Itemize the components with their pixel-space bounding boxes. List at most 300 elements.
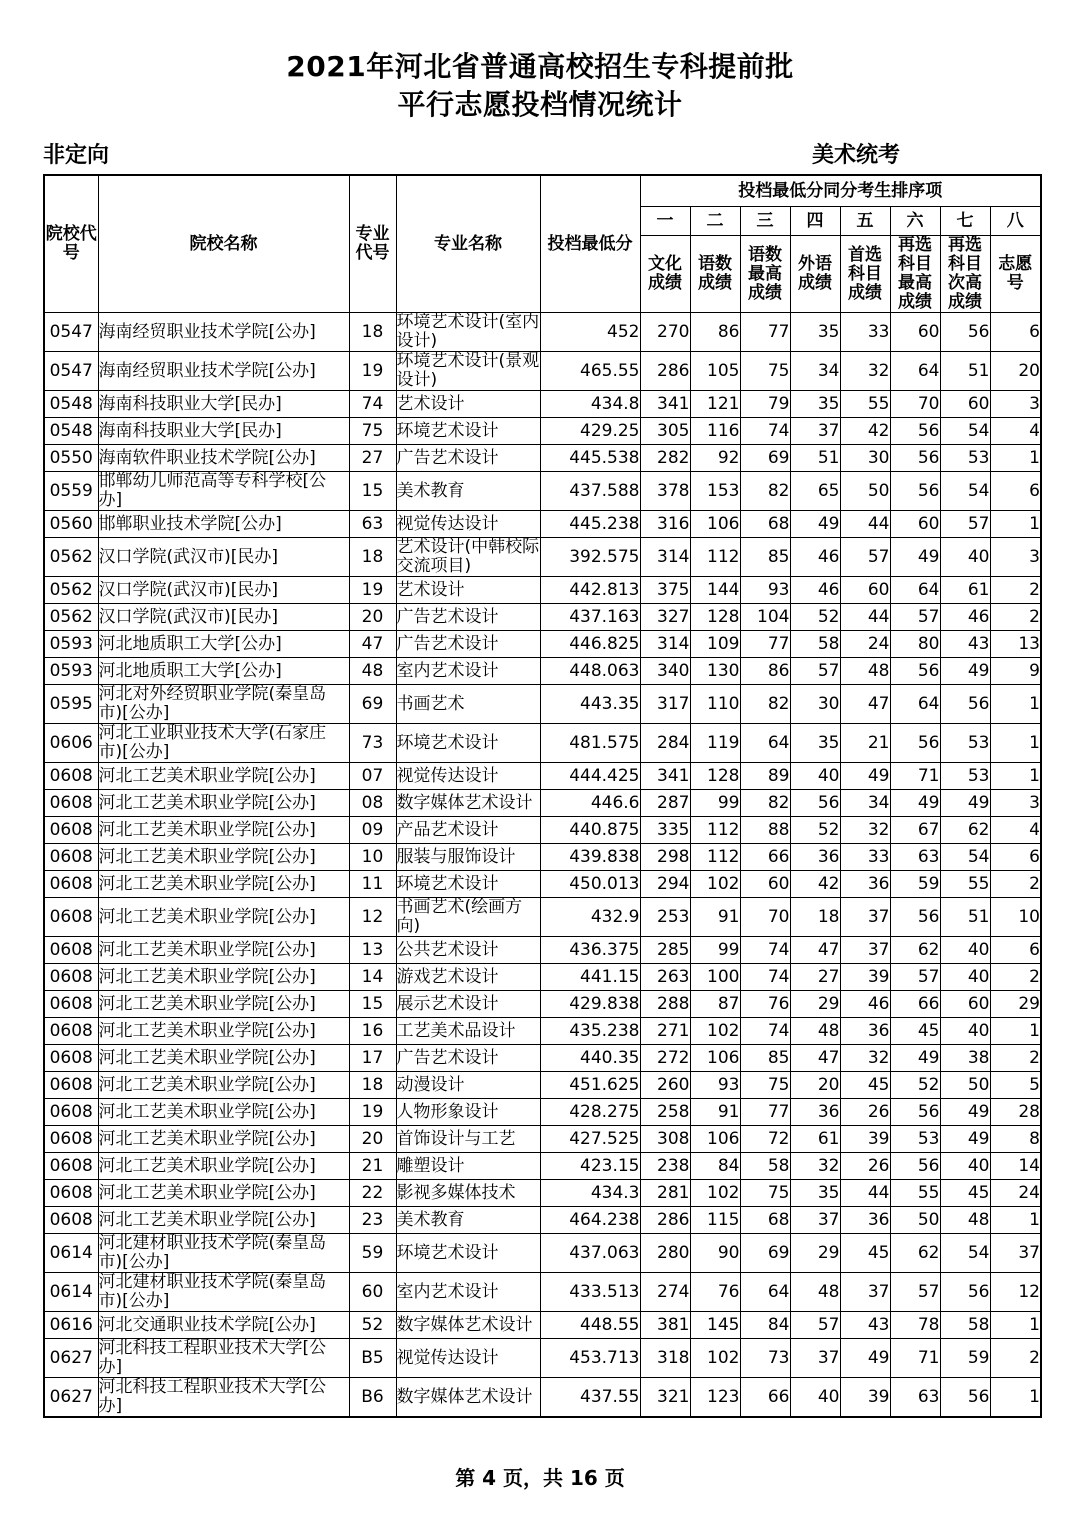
cell-min-score: 448.063 bbox=[540, 658, 640, 685]
header-school-code: 院校代号 bbox=[44, 175, 98, 313]
table-body bbox=[44, 313, 1041, 1418]
cell-major-name: 广告艺术设计 bbox=[396, 631, 540, 658]
cell-min-score: 429.25 bbox=[540, 418, 640, 445]
cell-major-code: 17 bbox=[349, 1045, 396, 1072]
cell-rank-8: 1 bbox=[990, 511, 1041, 538]
header-foreign-language-score: 外语成绩 bbox=[790, 236, 840, 313]
cell-rank-7: 40 bbox=[940, 538, 990, 577]
cell-min-score: 436.375 bbox=[540, 937, 640, 964]
cell-rank-1: 260 bbox=[640, 1072, 690, 1099]
cell-school-name: 河北工艺美术职业学院[公办] bbox=[98, 817, 349, 844]
cell-rank-4: 32 bbox=[790, 1153, 840, 1180]
cell-rank-5: 26 bbox=[840, 1099, 890, 1126]
cell-rank-3: 74 bbox=[740, 418, 790, 445]
cell-rank-3: 82 bbox=[740, 790, 790, 817]
cell-rank-4: 46 bbox=[790, 577, 840, 604]
cell-school-code: 0608 bbox=[44, 1072, 98, 1099]
cell-rank-6: 56 bbox=[890, 658, 940, 685]
cell-rank-7: 53 bbox=[940, 763, 990, 790]
cell-rank-6: 55 bbox=[890, 1180, 940, 1207]
cell-rank-4: 18 bbox=[790, 898, 840, 937]
cell-rank-1: 288 bbox=[640, 991, 690, 1018]
cell-rank-4: 48 bbox=[790, 1018, 840, 1045]
cell-school-name: 汉口学院(武汉市)[民办] bbox=[98, 538, 349, 577]
cell-school-code: 0608 bbox=[44, 763, 98, 790]
header-culture-score: 文化成绩 bbox=[640, 236, 690, 313]
cell-major-name: 环境艺术设计 bbox=[396, 724, 540, 763]
cell-rank-6: 59 bbox=[890, 871, 940, 898]
cell-school-name: 海南科技职业大学[民办] bbox=[98, 391, 349, 418]
cell-rank-6: 60 bbox=[890, 313, 940, 352]
cell-rank-8: 6 bbox=[990, 472, 1041, 511]
cell-min-score: 464.238 bbox=[540, 1207, 640, 1234]
cell-min-score: 428.275 bbox=[540, 1099, 640, 1126]
cell-school-name: 河北工艺美术职业学院[公办] bbox=[98, 937, 349, 964]
cell-rank-5: 42 bbox=[840, 418, 890, 445]
cell-rank-2: 106 bbox=[690, 511, 740, 538]
cell-min-score: 440.875 bbox=[540, 817, 640, 844]
cell-rank-1: 286 bbox=[640, 1207, 690, 1234]
cell-major-name: 展示艺术设计 bbox=[396, 991, 540, 1018]
cell-school-code: 0547 bbox=[44, 352, 98, 391]
cell-rank-6: 67 bbox=[890, 817, 940, 844]
cell-major-code: 12 bbox=[349, 898, 396, 937]
cell-rank-2: 90 bbox=[690, 1234, 740, 1273]
cell-rank-5: 39 bbox=[840, 1126, 890, 1153]
cell-school-code: 0608 bbox=[44, 1153, 98, 1180]
cell-school-code: 0608 bbox=[44, 790, 98, 817]
cell-school-code: 0616 bbox=[44, 1312, 98, 1339]
cell-rank-5: 39 bbox=[840, 964, 890, 991]
cell-major-name: 艺术设计 bbox=[396, 577, 540, 604]
cell-major-code: 19 bbox=[349, 1099, 396, 1126]
cell-rank-1: 287 bbox=[640, 790, 690, 817]
cell-rank-5: 36 bbox=[840, 1207, 890, 1234]
cell-rank-2: 91 bbox=[690, 898, 740, 937]
cell-major-name: 视觉传达设计 bbox=[396, 511, 540, 538]
cell-rank-3: 89 bbox=[740, 763, 790, 790]
cell-rank-7: 38 bbox=[940, 1045, 990, 1072]
cell-rank-4: 29 bbox=[790, 1234, 840, 1273]
cell-rank-3: 93 bbox=[740, 577, 790, 604]
cell-min-score: 429.838 bbox=[540, 991, 640, 1018]
cell-major-name: 艺术设计 bbox=[396, 391, 540, 418]
cell-rank-1: 381 bbox=[640, 1312, 690, 1339]
cell-rank-8: 6 bbox=[990, 937, 1041, 964]
cell-rank-4: 42 bbox=[790, 871, 840, 898]
cell-rank-6: 50 bbox=[890, 1207, 940, 1234]
cell-major-name: 游戏艺术设计 bbox=[396, 964, 540, 991]
table-row bbox=[44, 790, 1041, 817]
statistics-table-wrapper bbox=[0, 174, 1080, 1418]
cell-rank-3: 66 bbox=[740, 1378, 790, 1418]
header-primary-subject-score: 首选科目成绩 bbox=[840, 236, 890, 313]
cell-school-name: 海南软件职业技术学院[公办] bbox=[98, 445, 349, 472]
cell-rank-7: 57 bbox=[940, 511, 990, 538]
cell-major-code: 09 bbox=[349, 817, 396, 844]
cell-rank-4: 36 bbox=[790, 844, 840, 871]
cell-rank-4: 37 bbox=[790, 1339, 840, 1378]
cell-min-score: 434.3 bbox=[540, 1180, 640, 1207]
cell-rank-1: 314 bbox=[640, 631, 690, 658]
table-row bbox=[44, 1180, 1041, 1207]
cell-rank-4: 30 bbox=[790, 685, 840, 724]
cell-major-code: 69 bbox=[349, 685, 396, 724]
cell-rank-3: 75 bbox=[740, 352, 790, 391]
cell-rank-2: 144 bbox=[690, 577, 740, 604]
cell-rank-6: 49 bbox=[890, 538, 940, 577]
cell-rank-6: 62 bbox=[890, 1234, 940, 1273]
cell-school-name: 汉口学院(武汉市)[民办] bbox=[98, 577, 349, 604]
cell-rank-3: 76 bbox=[740, 991, 790, 1018]
cell-rank-1: 335 bbox=[640, 817, 690, 844]
table-row bbox=[44, 1312, 1041, 1339]
cell-school-code: 0547 bbox=[44, 313, 98, 352]
cell-major-code: 75 bbox=[349, 418, 396, 445]
table-header bbox=[44, 175, 1041, 313]
cell-major-code: 74 bbox=[349, 391, 396, 418]
cell-rank-1: 238 bbox=[640, 1153, 690, 1180]
cell-school-name: 河北工艺美术职业学院[公办] bbox=[98, 991, 349, 1018]
cell-school-name: 河北工艺美术职业学院[公办] bbox=[98, 790, 349, 817]
cell-rank-8: 6 bbox=[990, 844, 1041, 871]
cell-school-code: 0627 bbox=[44, 1378, 98, 1418]
cell-rank-6: 56 bbox=[890, 1099, 940, 1126]
cell-rank-3: 75 bbox=[740, 1072, 790, 1099]
cell-rank-5: 49 bbox=[840, 763, 890, 790]
cell-rank-5: 30 bbox=[840, 445, 890, 472]
cell-major-name: 服装与服饰设计 bbox=[396, 844, 540, 871]
cell-rank-6: 71 bbox=[890, 1339, 940, 1378]
cell-rank-8: 1 bbox=[990, 1018, 1041, 1045]
cell-rank-4: 52 bbox=[790, 817, 840, 844]
cell-rank-8: 20 bbox=[990, 352, 1041, 391]
cell-rank-7: 54 bbox=[940, 472, 990, 511]
cell-rank-4: 58 bbox=[790, 631, 840, 658]
cell-rank-3: 77 bbox=[740, 631, 790, 658]
cell-min-score: 437.55 bbox=[540, 1378, 640, 1418]
table-row bbox=[44, 445, 1041, 472]
cell-rank-4: 57 bbox=[790, 1312, 840, 1339]
cell-rank-7: 61 bbox=[940, 577, 990, 604]
cell-min-score: 448.55 bbox=[540, 1312, 640, 1339]
cell-rank-2: 91 bbox=[690, 1099, 740, 1126]
cell-rank-6: 57 bbox=[890, 964, 940, 991]
cell-rank-6: 64 bbox=[890, 352, 940, 391]
table-row bbox=[44, 964, 1041, 991]
header-reselect-max-score: 再选科目最高成绩 bbox=[890, 236, 940, 313]
cell-rank-7: 53 bbox=[940, 445, 990, 472]
cell-rank-7: 46 bbox=[940, 604, 990, 631]
table-row bbox=[44, 871, 1041, 898]
cell-rank-8: 4 bbox=[990, 418, 1041, 445]
cell-rank-4: 29 bbox=[790, 991, 840, 1018]
cell-rank-4: 46 bbox=[790, 538, 840, 577]
admission-type-label: 非定向 bbox=[43, 143, 110, 168]
cell-rank-6: 52 bbox=[890, 1072, 940, 1099]
cell-rank-8: 29 bbox=[990, 991, 1041, 1018]
cell-rank-7: 48 bbox=[940, 1207, 990, 1234]
cell-major-code: 18 bbox=[349, 313, 396, 352]
cell-rank-2: 123 bbox=[690, 1378, 740, 1418]
header-roman-6: 六 bbox=[890, 207, 940, 236]
cell-school-name: 邯郸幼儿师范高等专科学校[公办] bbox=[98, 472, 349, 511]
cell-school-name: 河北地质职工大学[公办] bbox=[98, 631, 349, 658]
cell-major-name: 工艺美术品设计 bbox=[396, 1018, 540, 1045]
table-row bbox=[44, 898, 1041, 937]
cell-rank-8: 1 bbox=[990, 1378, 1041, 1418]
cell-rank-1: 253 bbox=[640, 898, 690, 937]
cell-rank-3: 77 bbox=[740, 313, 790, 352]
cell-rank-7: 50 bbox=[940, 1072, 990, 1099]
cell-school-code: 0608 bbox=[44, 1126, 98, 1153]
cell-school-name: 河北建材职业技术学院(秦皇岛市)[公办] bbox=[98, 1234, 349, 1273]
cell-rank-3: 68 bbox=[740, 511, 790, 538]
cell-school-code: 0559 bbox=[44, 472, 98, 511]
cell-min-score: 434.8 bbox=[540, 391, 640, 418]
cell-rank-3: 66 bbox=[740, 844, 790, 871]
cell-major-code: 18 bbox=[349, 538, 396, 577]
cell-rank-8: 1 bbox=[990, 1312, 1041, 1339]
cell-rank-5: 57 bbox=[840, 538, 890, 577]
cell-major-code: B6 bbox=[349, 1378, 396, 1418]
cell-school-code: 0608 bbox=[44, 991, 98, 1018]
cell-rank-2: 121 bbox=[690, 391, 740, 418]
cell-school-code: 0548 bbox=[44, 418, 98, 445]
cell-rank-5: 44 bbox=[840, 604, 890, 631]
cell-min-score: 432.9 bbox=[540, 898, 640, 937]
cell-major-code: 60 bbox=[349, 1273, 396, 1312]
table-row bbox=[44, 844, 1041, 871]
cell-rank-1: 375 bbox=[640, 577, 690, 604]
page-footer: 第 4 页，共 16 页 bbox=[455, 1466, 625, 1490]
cell-rank-2: 130 bbox=[690, 658, 740, 685]
cell-school-code: 0608 bbox=[44, 964, 98, 991]
cell-min-score: 433.513 bbox=[540, 1273, 640, 1312]
cell-min-score: 439.838 bbox=[540, 844, 640, 871]
cell-major-code: 20 bbox=[349, 1126, 396, 1153]
cell-school-code: 0608 bbox=[44, 898, 98, 937]
cell-rank-2: 106 bbox=[690, 1045, 740, 1072]
table-row bbox=[44, 1126, 1041, 1153]
cell-rank-1: 318 bbox=[640, 1339, 690, 1378]
cell-school-name: 邯郸职业技术学院[公办] bbox=[98, 511, 349, 538]
cell-rank-7: 56 bbox=[940, 313, 990, 352]
table-row bbox=[44, 1072, 1041, 1099]
cell-rank-1: 286 bbox=[640, 352, 690, 391]
header-min-score: 投档最低分 bbox=[540, 175, 640, 313]
cell-min-score: 445.538 bbox=[540, 445, 640, 472]
cell-school-name: 河北工艺美术职业学院[公办] bbox=[98, 844, 349, 871]
cell-rank-4: 65 bbox=[790, 472, 840, 511]
cell-rank-2: 119 bbox=[690, 724, 740, 763]
cell-rank-8: 9 bbox=[990, 658, 1041, 685]
cell-school-code: 0562 bbox=[44, 538, 98, 577]
cell-major-code: 14 bbox=[349, 964, 396, 991]
cell-rank-4: 37 bbox=[790, 1207, 840, 1234]
cell-rank-8: 10 bbox=[990, 898, 1041, 937]
cell-rank-2: 116 bbox=[690, 418, 740, 445]
exam-category-label: 美术统考 bbox=[812, 143, 901, 168]
header-chinese-math-score: 语数成绩 bbox=[690, 236, 740, 313]
cell-rank-5: 49 bbox=[840, 1339, 890, 1378]
cell-rank-4: 48 bbox=[790, 1273, 840, 1312]
header-roman-2: 二 bbox=[690, 207, 740, 236]
cell-rank-3: 75 bbox=[740, 1180, 790, 1207]
cell-rank-4: 51 bbox=[790, 445, 840, 472]
subheader-row bbox=[0, 138, 1080, 174]
header-roman-3: 三 bbox=[740, 207, 790, 236]
cell-rank-5: 34 bbox=[840, 790, 890, 817]
cell-rank-2: 106 bbox=[690, 1126, 740, 1153]
cell-school-code: 0608 bbox=[44, 1180, 98, 1207]
cell-rank-1: 321 bbox=[640, 1378, 690, 1418]
cell-major-name: 数字媒体艺术设计 bbox=[396, 1312, 540, 1339]
cell-school-code: 0562 bbox=[44, 577, 98, 604]
cell-rank-3: 70 bbox=[740, 898, 790, 937]
table-row bbox=[44, 1273, 1041, 1312]
cell-rank-7: 40 bbox=[940, 964, 990, 991]
cell-rank-5: 32 bbox=[840, 817, 890, 844]
cell-rank-3: 74 bbox=[740, 937, 790, 964]
cell-school-name: 河北工艺美术职业学院[公办] bbox=[98, 1126, 349, 1153]
cell-rank-3: 79 bbox=[740, 391, 790, 418]
cell-rank-2: 102 bbox=[690, 871, 740, 898]
page-title bbox=[0, 0, 1080, 124]
cell-min-score: 392.575 bbox=[540, 538, 640, 577]
cell-rank-6: 80 bbox=[890, 631, 940, 658]
cell-rank-7: 58 bbox=[940, 1312, 990, 1339]
table-row bbox=[44, 1045, 1041, 1072]
cell-rank-8: 37 bbox=[990, 1234, 1041, 1273]
cell-rank-6: 45 bbox=[890, 1018, 940, 1045]
cell-rank-5: 45 bbox=[840, 1234, 890, 1273]
cell-major-name: 产品艺术设计 bbox=[396, 817, 540, 844]
cell-major-name: 首饰设计与工艺 bbox=[396, 1126, 540, 1153]
header-roman-8: 八 bbox=[990, 207, 1041, 236]
cell-rank-3: 72 bbox=[740, 1126, 790, 1153]
cell-major-code: 20 bbox=[349, 604, 396, 631]
cell-school-name: 河北工艺美术职业学院[公办] bbox=[98, 871, 349, 898]
cell-rank-7: 59 bbox=[940, 1339, 990, 1378]
cell-min-score: 465.55 bbox=[540, 352, 640, 391]
cell-rank-3: 85 bbox=[740, 538, 790, 577]
cell-rank-7: 43 bbox=[940, 631, 990, 658]
cell-rank-5: 46 bbox=[840, 991, 890, 1018]
cell-rank-4: 40 bbox=[790, 1378, 840, 1418]
cell-min-score: 446.825 bbox=[540, 631, 640, 658]
cell-rank-2: 99 bbox=[690, 790, 740, 817]
cell-rank-1: 282 bbox=[640, 445, 690, 472]
cell-rank-1: 270 bbox=[640, 313, 690, 352]
cell-rank-1: 316 bbox=[640, 511, 690, 538]
cell-rank-6: 56 bbox=[890, 724, 940, 763]
cell-school-name: 河北工艺美术职业学院[公办] bbox=[98, 898, 349, 937]
cell-major-code: 21 bbox=[349, 1153, 396, 1180]
cell-rank-6: 60 bbox=[890, 511, 940, 538]
cell-rank-2: 115 bbox=[690, 1207, 740, 1234]
cell-rank-1: 271 bbox=[640, 1018, 690, 1045]
cell-rank-7: 55 bbox=[940, 871, 990, 898]
cell-rank-5: 39 bbox=[840, 1378, 890, 1418]
cell-rank-7: 45 bbox=[940, 1180, 990, 1207]
cell-rank-3: 84 bbox=[740, 1312, 790, 1339]
header-chinese-math-max-score: 语数最高成绩 bbox=[740, 236, 790, 313]
cell-major-name: 广告艺术设计 bbox=[396, 604, 540, 631]
cell-rank-3: 74 bbox=[740, 1018, 790, 1045]
cell-school-name: 海南经贸职业技术学院[公办] bbox=[98, 352, 349, 391]
cell-rank-2: 112 bbox=[690, 538, 740, 577]
cell-major-code: 52 bbox=[349, 1312, 396, 1339]
cell-rank-6: 57 bbox=[890, 1273, 940, 1312]
table-row bbox=[44, 1234, 1041, 1273]
cell-rank-8: 24 bbox=[990, 1180, 1041, 1207]
cell-rank-4: 61 bbox=[790, 1126, 840, 1153]
cell-rank-4: 35 bbox=[790, 1180, 840, 1207]
cell-rank-5: 44 bbox=[840, 511, 890, 538]
cell-rank-3: 88 bbox=[740, 817, 790, 844]
cell-rank-5: 32 bbox=[840, 1045, 890, 1072]
cell-rank-8: 14 bbox=[990, 1153, 1041, 1180]
cell-rank-6: 71 bbox=[890, 763, 940, 790]
table-row bbox=[44, 1099, 1041, 1126]
cell-rank-8: 28 bbox=[990, 1099, 1041, 1126]
cell-rank-7: 40 bbox=[940, 1018, 990, 1045]
cell-rank-3: 74 bbox=[740, 964, 790, 991]
cell-min-score: 423.15 bbox=[540, 1153, 640, 1180]
table-row bbox=[44, 685, 1041, 724]
cell-rank-4: 35 bbox=[790, 724, 840, 763]
cell-min-score: 452 bbox=[540, 313, 640, 352]
cell-rank-2: 105 bbox=[690, 352, 740, 391]
table-row bbox=[44, 817, 1041, 844]
cell-rank-6: 49 bbox=[890, 790, 940, 817]
cell-rank-7: 49 bbox=[940, 1126, 990, 1153]
cell-school-code: 0608 bbox=[44, 871, 98, 898]
table-row bbox=[44, 1018, 1041, 1045]
cell-major-name: 美术教育 bbox=[396, 1207, 540, 1234]
cell-rank-5: 50 bbox=[840, 472, 890, 511]
cell-rank-5: 44 bbox=[840, 1180, 890, 1207]
cell-rank-8: 2 bbox=[990, 964, 1041, 991]
cell-major-name: 动漫设计 bbox=[396, 1072, 540, 1099]
cell-rank-3: 86 bbox=[740, 658, 790, 685]
cell-rank-1: 341 bbox=[640, 391, 690, 418]
cell-rank-8: 1 bbox=[990, 685, 1041, 724]
cell-rank-4: 37 bbox=[790, 418, 840, 445]
cell-school-code: 0614 bbox=[44, 1273, 98, 1312]
cell-rank-5: 21 bbox=[840, 724, 890, 763]
cell-rank-8: 3 bbox=[990, 538, 1041, 577]
table-row bbox=[44, 1339, 1041, 1378]
cell-rank-6: 63 bbox=[890, 844, 940, 871]
cell-major-code: 22 bbox=[349, 1180, 396, 1207]
table-row bbox=[44, 724, 1041, 763]
table-row bbox=[44, 511, 1041, 538]
cell-rank-1: 314 bbox=[640, 538, 690, 577]
cell-rank-3: 60 bbox=[740, 871, 790, 898]
cell-major-code: 19 bbox=[349, 352, 396, 391]
cell-rank-8: 1 bbox=[990, 445, 1041, 472]
cell-school-code: 0614 bbox=[44, 1234, 98, 1273]
cell-rank-4: 57 bbox=[790, 658, 840, 685]
cell-rank-2: 86 bbox=[690, 313, 740, 352]
cell-rank-6: 78 bbox=[890, 1312, 940, 1339]
cell-rank-7: 49 bbox=[940, 658, 990, 685]
cell-major-code: 59 bbox=[349, 1234, 396, 1273]
cell-rank-1: 284 bbox=[640, 724, 690, 763]
cell-rank-8: 2 bbox=[990, 577, 1041, 604]
